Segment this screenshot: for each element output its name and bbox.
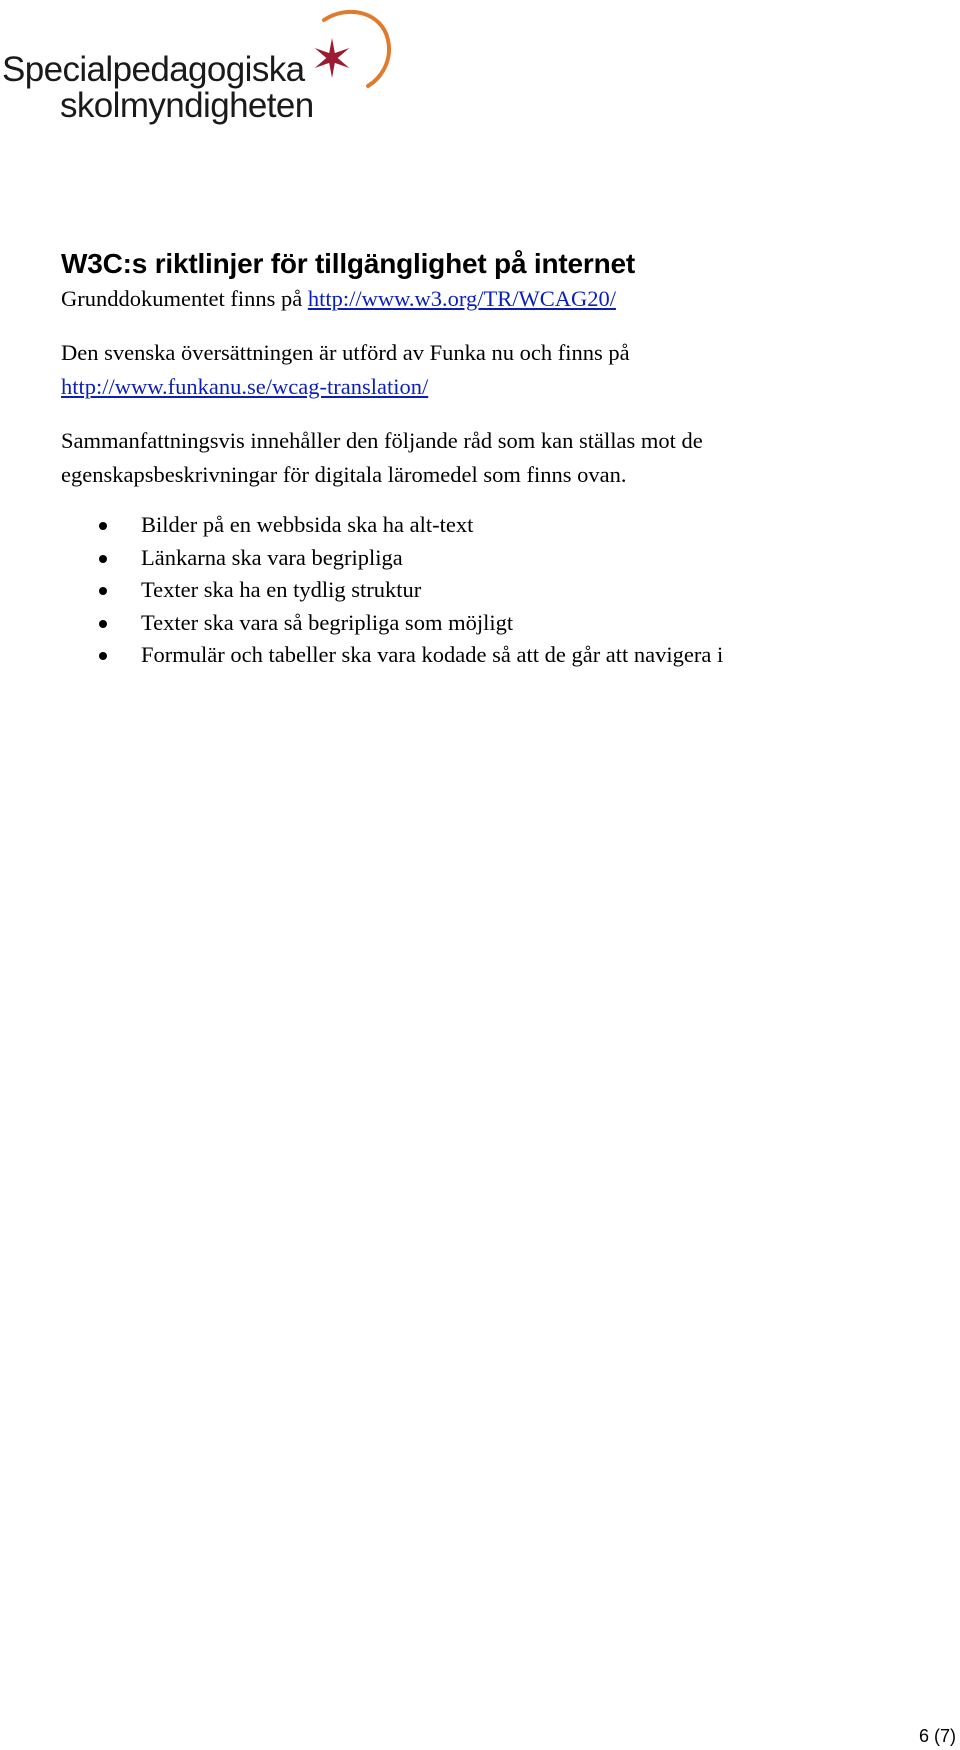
list-item-text: Texter ska vara så begripliga som möjligt bbox=[141, 609, 514, 635]
w3c-link[interactable]: http://www.w3.org/TR/WCAG20/ bbox=[307, 286, 616, 311]
bullet-icon bbox=[99, 652, 107, 660]
bullet-icon bbox=[99, 522, 107, 530]
list-item bbox=[61, 607, 921, 640]
summary-paragraph: Sammanfattningsvis innehåller den följande råd som kan ställas mot de egenskapsbeskrivningar för digitala läromedel som finns ovan. bbox=[61, 428, 703, 487]
translation-text: Den svenska översättningen är utförd av Funka nu och finns på bbox=[61, 340, 630, 365]
agency-logo bbox=[0, 6, 400, 124]
list-item bbox=[61, 542, 921, 575]
bullet-icon bbox=[99, 587, 107, 595]
list-item-text: Texter ska ha en tydlig struktur bbox=[141, 577, 422, 602]
translation-link-line bbox=[61, 370, 921, 404]
list-item-text: Länkarna ska vara begripliga bbox=[141, 544, 403, 570]
bullet-icon bbox=[99, 555, 107, 563]
source-prefix: Grunddokumentet finns på bbox=[61, 286, 308, 311]
list-item bbox=[61, 639, 921, 672]
source-line bbox=[61, 282, 921, 316]
list-item bbox=[61, 574, 921, 607]
logo-text-line2: skolmyndigheten bbox=[60, 86, 314, 125]
logo-star-icon bbox=[296, 6, 396, 106]
section-heading: W3C:s riktlinjer för tillgänglighet på internet bbox=[61, 248, 635, 279]
bullet-icon bbox=[99, 620, 107, 628]
list-item bbox=[61, 509, 921, 542]
page-number: 6 (7) bbox=[918, 1726, 956, 1746]
funka-link[interactable]: http://www.funkanu.se/wcag-translation/ bbox=[61, 374, 429, 399]
document-body bbox=[61, 246, 921, 672]
guideline-list bbox=[61, 509, 921, 672]
list-item-text: Formulär och tabeller ska vara kodade så att de går att navigera i bbox=[141, 642, 724, 667]
logo-text-line1: Specialpedagogiska bbox=[2, 50, 305, 89]
list-item-text: Bilder på en webbsida ska ha alt-text bbox=[141, 512, 474, 537]
